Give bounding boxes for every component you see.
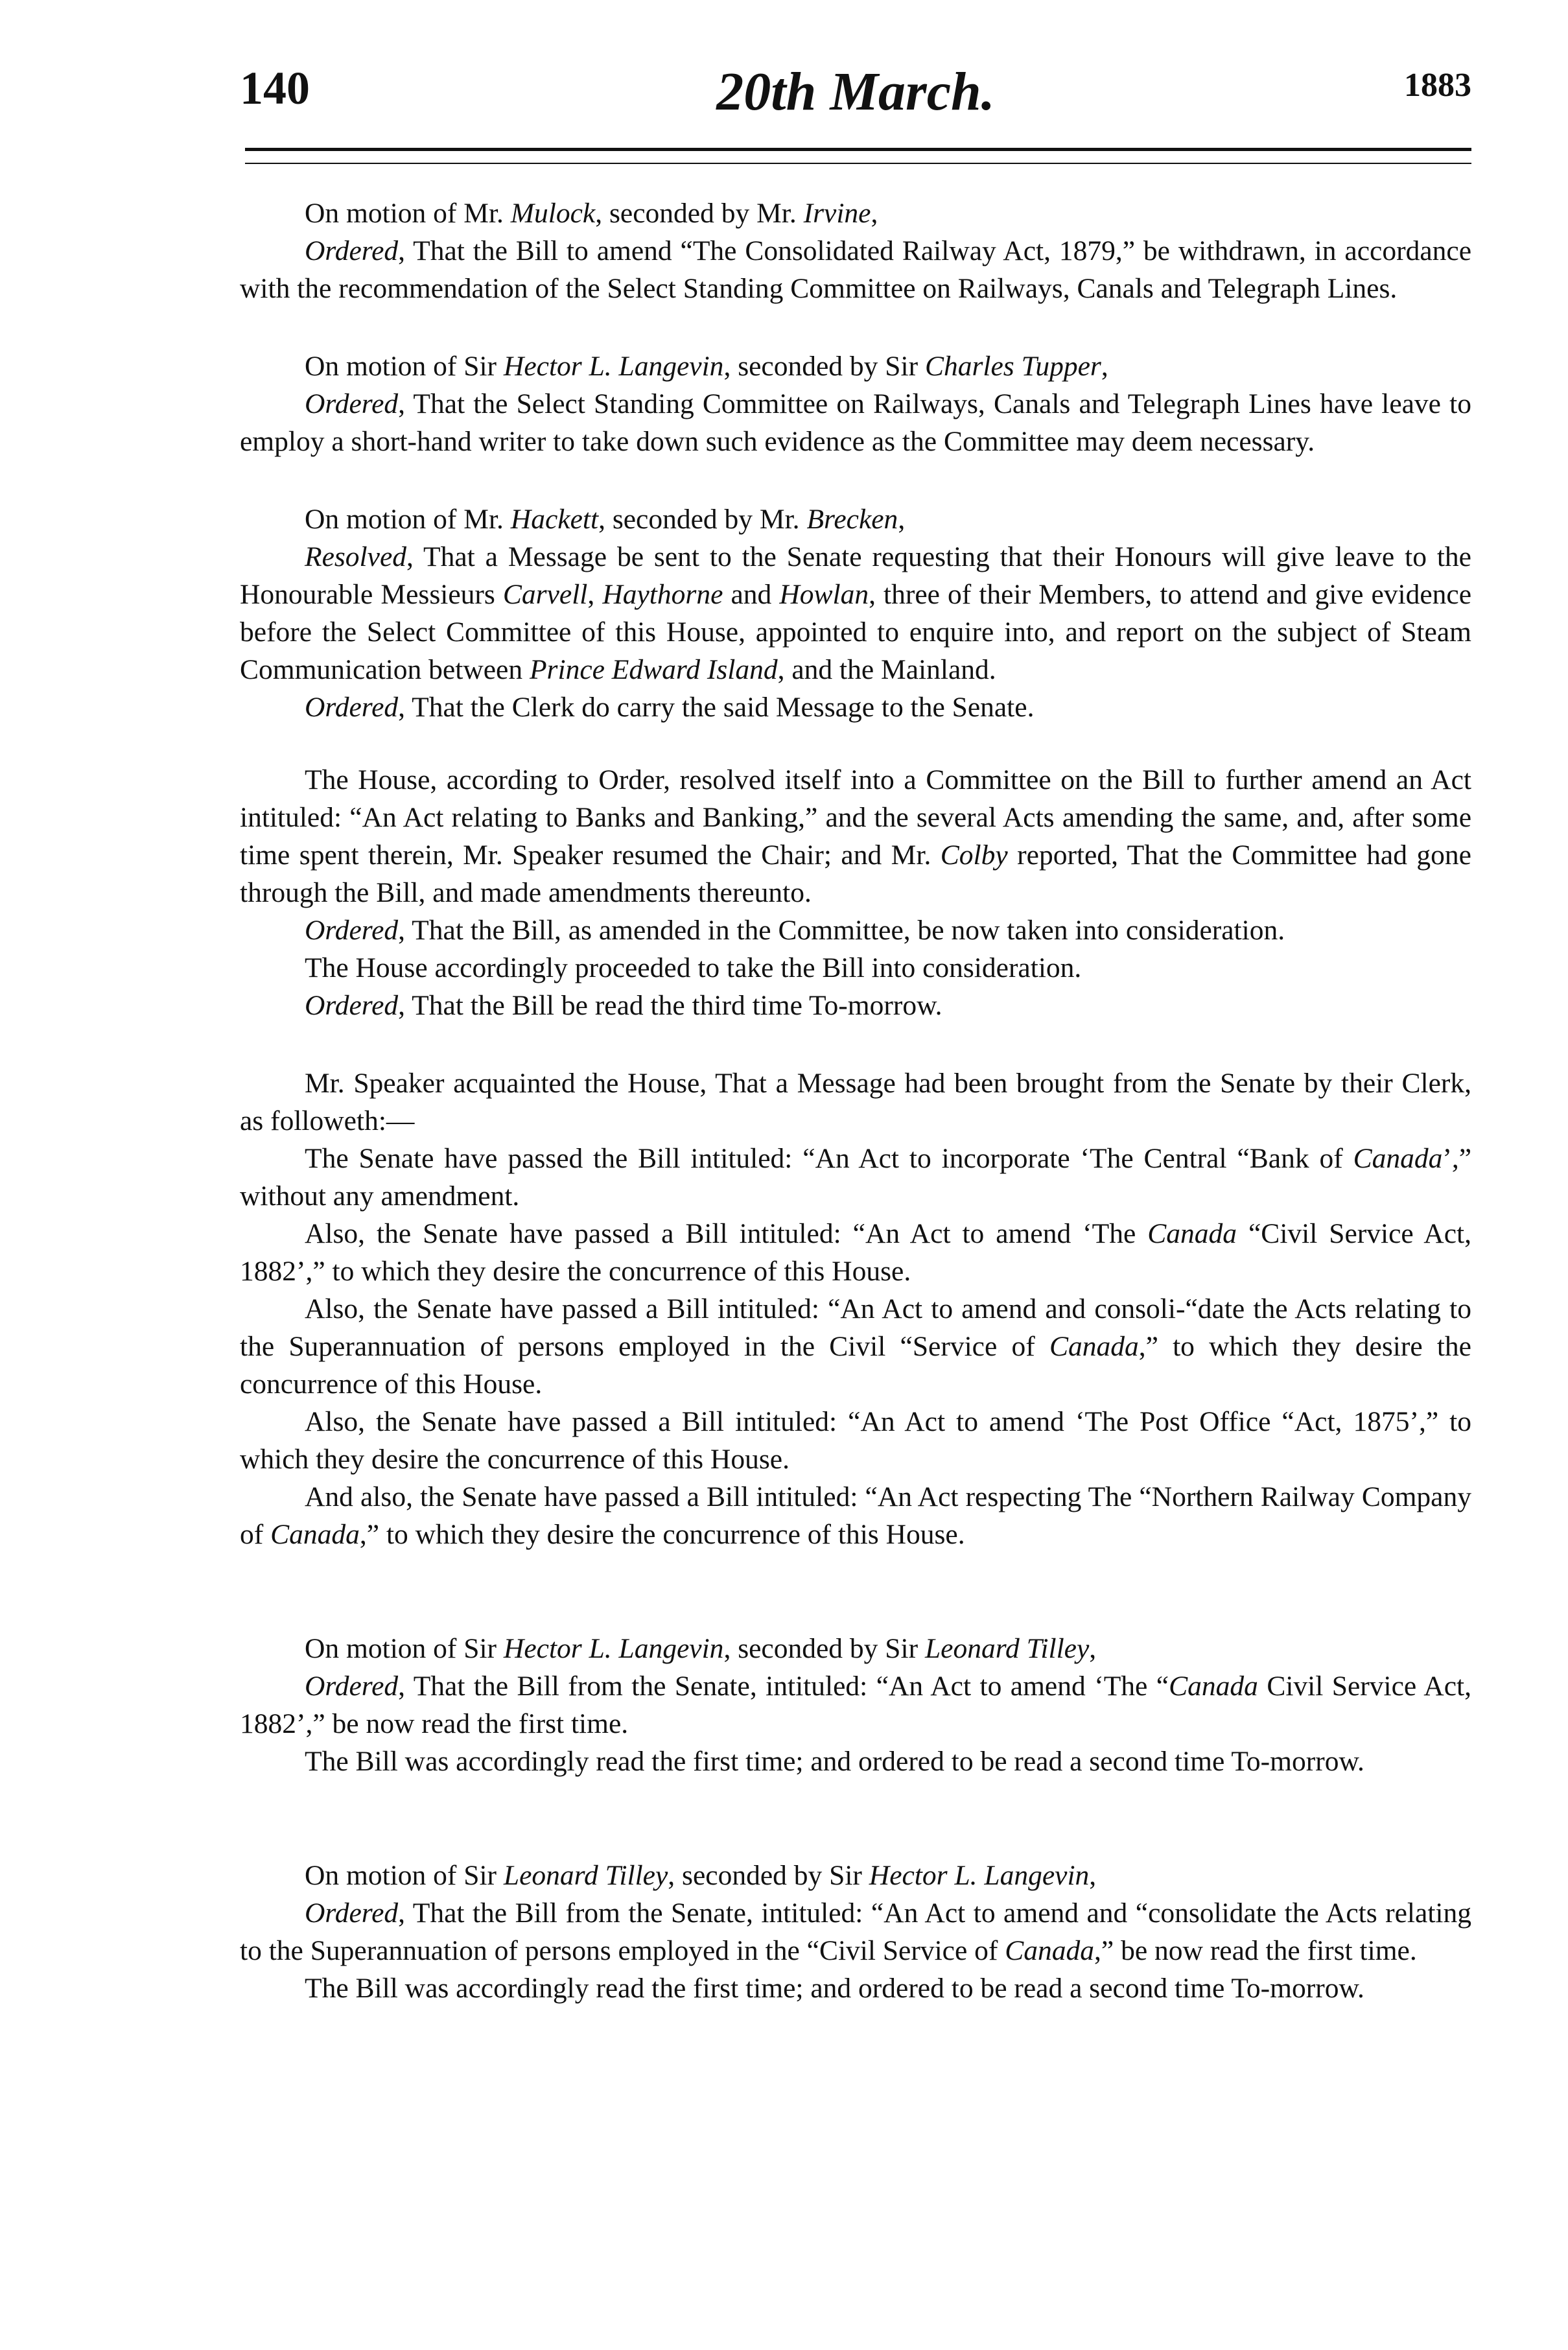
entry-senate-bills-message [240,1064,1471,1553]
header-double-rule [245,148,1471,164]
ordered-line: Ordered, That the Bill, as amended in the Committee, be now taken into consideration. [305,915,1285,946]
ordered-line: Ordered, That the Bill from the Senate, intituled: “An Act to amend ‘The “Canada Civil Service Act, 1882’,” be now read the first time. [240,1671,1471,1739]
motion-line: On motion of Sir Hector L. Langevin, seconded by Sir Charles Tupper, [305,351,1108,382]
senate-bill-superannuation: Also, the Senate have passed a Bill intituled: “An Act to amend and consoli-“date the Acts relating to the Superannuation of persons employed in the Civil “Service of Canada,” to which they desire the concurrence of this House. [240,1293,1471,1400]
motion-line: On motion of Sir Leonard Tilley, seconded by Sir Hector L. Langevin, [305,1860,1097,1891]
resolved-line: Resolved, That a Message be sent to the Senate requesting that their Honours will give leave to the Honourable Messieurs Carvell, Haythorne and Howlan, three of their Members, to attend and give evidence before the Select Committee of this House, appointed to enquire into, and report on the subject of Steam Communication between Prince Edward Island, and the Mainland. [240,541,1472,685]
reading-line: The Bill was accordingly read the first time; and ordered to be read a second time To-morrow. [305,1746,1364,1777]
entry-mulock-motion [240,194,1471,307]
entry-civil-service-first-reading [240,1630,1471,1780]
motion-line: On motion of Mr. Mulock, seconded by Mr. Irvine, [305,198,878,229]
journal-page [240,39,1472,2004]
ordered-line: Ordered, That the Select Standing Committee on Railways, Canals and Telegraph Lines have leave to employ a short-hand writer to take down such evidence as the Committee may deem necessary. [240,388,1471,457]
reading-line: The Bill was accordingly read the first time; and ordered to be read a second time To-morrow. [305,1973,1364,2004]
consideration-line: The House accordingly proceeded to take the Bill into consideration. [305,952,1082,983]
senate-bill-central-bank: The Senate have passed the Bill intituled: “An Act to incorporate ‘The Central “Bank of Canada’,” without any amendment. [240,1143,1471,1212]
page-number: 140 [240,62,310,114]
entry-banking-bill [240,761,1471,1024]
ordered-line: Ordered, That the Bill to amend “The Consolidated Railway Act, 1879,” be withdrawn, in accordance with the recommendation of the Select Standing Committee on Railways, Canals and Telegraph Lines. [240,235,1471,304]
ordered-line: Ordered, That the Clerk do carry the said Message to the Senate. [305,692,1035,723]
message-intro: Mr. Speaker acquainted the House, That a Message had been brought from the Senate by their Clerk, as followeth:— [240,1068,1471,1136]
entry-senate-message [240,500,1471,726]
entry-shorthand-writer [240,347,1471,460]
senate-bill-northern-railway: And also, the Senate have passed a Bill intituled: “An Act respecting The “Northern Railway Company of Canada,” to which they desire the concurrence of this House. [240,1481,1471,1550]
motion-line: On motion of Sir Hector L. Langevin, seconded by Sir Leonard Tilley, [305,1633,1097,1664]
page-year: 1883 [1404,67,1471,104]
ordered-line: Ordered, That the Bill from the Senate, intituled: “An Act to amend and “consolidate the Acts relating to the Superannuation of persons employed in the “Civil Service of Canada,” be now read the first time. [240,1898,1471,1966]
senate-bill-post-office: Also, the Senate have passed a Bill intituled: “An Act to amend ‘The Post Office “Act, 1875’,” to which they desire the concurrence of this House. [240,1406,1471,1475]
entry-superannuation-first-reading [240,1857,1471,2007]
journal-body [240,194,1471,2047]
ordered-line: Ordered, That the Bill be read the third time To-morrow. [305,990,942,1021]
senate-bill-civil-service: Also, the Senate have passed a Bill intituled: “An Act to amend ‘The Canada “Civil Service Act, 1882’,” to which they desire the concurrence of this House. [240,1218,1471,1287]
page-header [240,39,1471,136]
motion-line: On motion of Mr. Hackett, seconded by Mr. Brecken, [305,504,906,535]
committee-report: The House, according to Order, resolved itself into a Committee on the Bill to further amend an Act intituled: “An Act relating to Banks and Banking,” and the several Acts amending the same, and, after some time spent therein, Mr. Speaker resumed the Chair; and Mr. Colby reported, That the Committee had gone through the Bill, and made amendments thereunto. [240,764,1471,908]
running-title: 20th March. [716,62,995,122]
